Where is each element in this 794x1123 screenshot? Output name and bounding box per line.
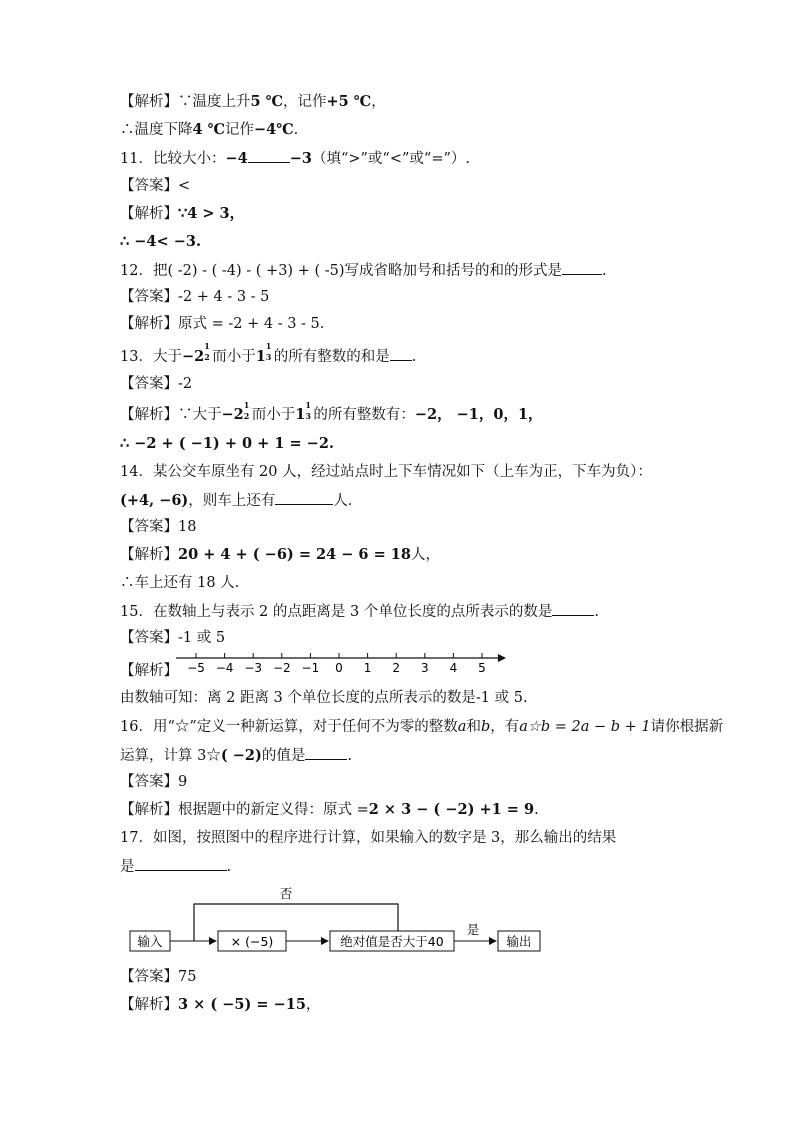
solution-line bbox=[120, 400, 543, 425]
solution-tag: 【解析】 bbox=[120, 94, 178, 110]
text: 15．在数轴上与表示 2 的点距离是 3 个单位长度的点所表示的数是 bbox=[120, 604, 553, 620]
text: . bbox=[602, 263, 607, 279]
answer-blank bbox=[390, 346, 412, 361]
text: 记作 bbox=[225, 122, 255, 138]
math: a bbox=[457, 719, 467, 735]
question-14-cont bbox=[120, 490, 362, 511]
solution-tag: 【解析】 bbox=[120, 407, 178, 423]
math: +5 ℃ bbox=[326, 93, 372, 110]
math: −2， −1，0，1， bbox=[414, 406, 543, 423]
answer-blank bbox=[562, 260, 602, 275]
text: ， bbox=[305, 997, 321, 1013]
solution-line bbox=[120, 232, 201, 252]
answer-value: -2 bbox=[178, 376, 193, 392]
answer-value: -2 + 4 - 3 - 5 bbox=[178, 289, 270, 305]
question-16 bbox=[120, 717, 723, 737]
text: 13．大于 bbox=[120, 349, 182, 365]
math: 2 × 3 − ( −2) +1 = 9 bbox=[368, 801, 535, 818]
number-line bbox=[176, 650, 506, 676]
fraction: 1 3 bbox=[265, 341, 272, 362]
answer-tag: 【答案】 bbox=[120, 519, 178, 535]
solution-line bbox=[120, 545, 440, 565]
answer-line bbox=[120, 772, 187, 792]
number-line-label: 0 bbox=[335, 661, 343, 675]
answer-tag: 【答案】 bbox=[120, 178, 178, 194]
text: 人， bbox=[410, 547, 440, 563]
answer-blank bbox=[135, 856, 227, 871]
text: ∵大于 bbox=[178, 407, 222, 423]
question-17 bbox=[120, 828, 616, 848]
answer-value: -1 或 5 bbox=[178, 630, 226, 646]
text: . bbox=[293, 122, 299, 138]
number-line-arrow bbox=[498, 654, 506, 662]
solution-tag: 【解析】 bbox=[120, 547, 178, 563]
question-13 bbox=[120, 341, 417, 367]
text: 请你根据新 bbox=[650, 719, 724, 735]
text: . bbox=[347, 748, 352, 764]
text: 是 bbox=[120, 859, 135, 875]
number-line-label: −2 bbox=[272, 661, 291, 675]
solution-tag: 【解析】 bbox=[120, 997, 178, 1013]
text: ∴温度下降 bbox=[120, 122, 193, 138]
output-label: 输出 bbox=[506, 934, 532, 949]
math: −4 bbox=[225, 150, 248, 167]
text: 和 bbox=[466, 719, 481, 735]
question-16-cont bbox=[120, 745, 352, 766]
answer-value: < bbox=[178, 178, 191, 194]
text: ∴车上还有 18 人. bbox=[120, 575, 240, 591]
math: 1 bbox=[295, 406, 306, 423]
text: 16．用“☆”定义一种新运算，对于任何不为零的整数 bbox=[120, 719, 458, 735]
solution-line bbox=[120, 204, 244, 224]
solution-line bbox=[120, 92, 386, 112]
text: 根据题中的新定义得：原式 = bbox=[178, 802, 369, 818]
math: 1 bbox=[255, 348, 266, 365]
math: ( −2) bbox=[220, 747, 262, 764]
answer-value: 75 bbox=[178, 969, 197, 985]
text: （填“>”或“<”或“=”）. bbox=[311, 151, 470, 167]
answer-tag: 【答案】 bbox=[120, 969, 178, 985]
solution-line bbox=[120, 800, 539, 820]
text: . bbox=[226, 859, 232, 875]
text: ∵温度上升 bbox=[178, 94, 251, 110]
fraction: 1 2 bbox=[204, 341, 210, 362]
text: 14．某公交车原坐有 20 人，经过站点时上下车情况如下（上车为正，下车为负）： bbox=[120, 464, 652, 480]
fraction: 1 2 bbox=[243, 400, 250, 421]
question-12 bbox=[120, 260, 607, 281]
answer-tag: 【答案】 bbox=[120, 630, 178, 646]
number-line-label: −3 bbox=[244, 661, 263, 675]
answer-line bbox=[120, 287, 269, 307]
answer-tag: 【答案】 bbox=[120, 289, 178, 305]
number-line-ticks bbox=[187, 653, 486, 675]
no-label: 否 bbox=[279, 886, 293, 901]
math: −3 bbox=[289, 150, 312, 167]
math: ∴ −2 + ( −1) + 0 + 1 = −2. bbox=[120, 435, 334, 452]
solution-line bbox=[120, 688, 528, 708]
math: 3 × ( −5) = −15 bbox=[178, 996, 306, 1013]
math: 4 ℃ bbox=[192, 121, 226, 138]
text: 运算，计算 3☆ bbox=[120, 748, 221, 764]
question-17-cont bbox=[120, 856, 231, 877]
answer-line bbox=[120, 967, 196, 987]
answer-value: 9 bbox=[178, 774, 188, 790]
solution-tag: 【解析】 bbox=[120, 206, 178, 222]
answer-tag: 【答案】 bbox=[120, 774, 178, 790]
number-line-label: 2 bbox=[392, 661, 401, 675]
solution-tag: 【解析】 bbox=[120, 663, 178, 679]
answer-blank bbox=[275, 490, 333, 505]
text: 11．比较大小： bbox=[120, 151, 226, 167]
input-label: 输入 bbox=[137, 934, 163, 949]
text: . bbox=[411, 349, 417, 365]
text: ，则车上还有 bbox=[188, 493, 276, 509]
question-11 bbox=[120, 148, 470, 169]
text: 的值是 bbox=[261, 748, 306, 764]
yes-label: 是 bbox=[466, 922, 480, 937]
solution-line bbox=[120, 573, 239, 593]
solution-line bbox=[120, 434, 334, 454]
text: 的所有整数的和是 bbox=[273, 349, 390, 365]
answer-blank bbox=[305, 745, 347, 760]
math: (+4, −6) bbox=[120, 492, 189, 509]
multiply-label: × (−5) bbox=[230, 934, 274, 949]
text: 12．把( -2) - ( -4) - ( +3) + ( -5)写成省略加号和括号的和的形式是 bbox=[120, 263, 562, 279]
question-14 bbox=[120, 462, 652, 482]
text: ，记作 bbox=[283, 94, 327, 110]
math: 5 ℃ bbox=[250, 93, 284, 110]
number-line-label: 5 bbox=[478, 661, 486, 675]
answer-blank bbox=[248, 148, 290, 163]
text: 由数轴可知：离 2 距离 3 个单位长度的点所表示的数是-1 或 5. bbox=[120, 690, 528, 706]
number-line-label: −1 bbox=[301, 661, 320, 675]
text: 17．如图，按照图中的程序进行计算，如果输入的数字是 3，那么输出的结果 bbox=[120, 830, 617, 846]
math: b bbox=[480, 719, 491, 735]
solution-tag: 【解析】 bbox=[120, 316, 178, 332]
math: ∴ −4< −3. bbox=[120, 233, 201, 250]
answer-line bbox=[120, 517, 196, 537]
math: −2 bbox=[221, 406, 244, 423]
text: ， bbox=[371, 94, 386, 110]
number-line-label: −4 bbox=[215, 661, 234, 675]
condition-label: 绝对值是否大于40 bbox=[340, 934, 444, 949]
text: ，有 bbox=[490, 719, 520, 735]
solution-tag: 【解析】 bbox=[120, 802, 178, 818]
math: −4℃ bbox=[254, 121, 294, 138]
answer-line bbox=[120, 176, 190, 196]
flowchart bbox=[128, 880, 548, 960]
text: 而小于 bbox=[251, 407, 296, 423]
math: 20 + 4 + ( −6) = 24 − 6 = 18 bbox=[178, 546, 411, 563]
answer-value: 18 bbox=[178, 519, 197, 535]
number-line-label: −5 bbox=[187, 661, 205, 675]
solution-line bbox=[120, 995, 320, 1015]
number-line-label: 3 bbox=[420, 661, 429, 675]
answer-line bbox=[120, 374, 192, 394]
question-15 bbox=[120, 601, 599, 622]
solution-line bbox=[120, 314, 324, 334]
answer-blank bbox=[552, 601, 594, 616]
number-line-label: 1 bbox=[363, 661, 372, 675]
text: 人． bbox=[333, 493, 363, 509]
fraction: 1 3 bbox=[305, 400, 311, 421]
text: 而小于 bbox=[212, 349, 256, 365]
math: ∵4 > 3， bbox=[178, 205, 245, 222]
answer-line bbox=[120, 628, 225, 648]
solution-line bbox=[120, 661, 178, 681]
text: 原式 = -2 + 4 - 3 - 5. bbox=[178, 316, 325, 332]
text: 的所有整数有： bbox=[313, 407, 415, 423]
text: . bbox=[534, 802, 539, 818]
math: a☆b = 2a − b + 1 bbox=[519, 719, 651, 735]
text: . bbox=[594, 604, 599, 620]
math: −2 bbox=[181, 348, 205, 365]
solution-line bbox=[120, 120, 298, 140]
answer-tag: 【答案】 bbox=[120, 376, 178, 392]
number-line-label: 4 bbox=[449, 661, 458, 675]
